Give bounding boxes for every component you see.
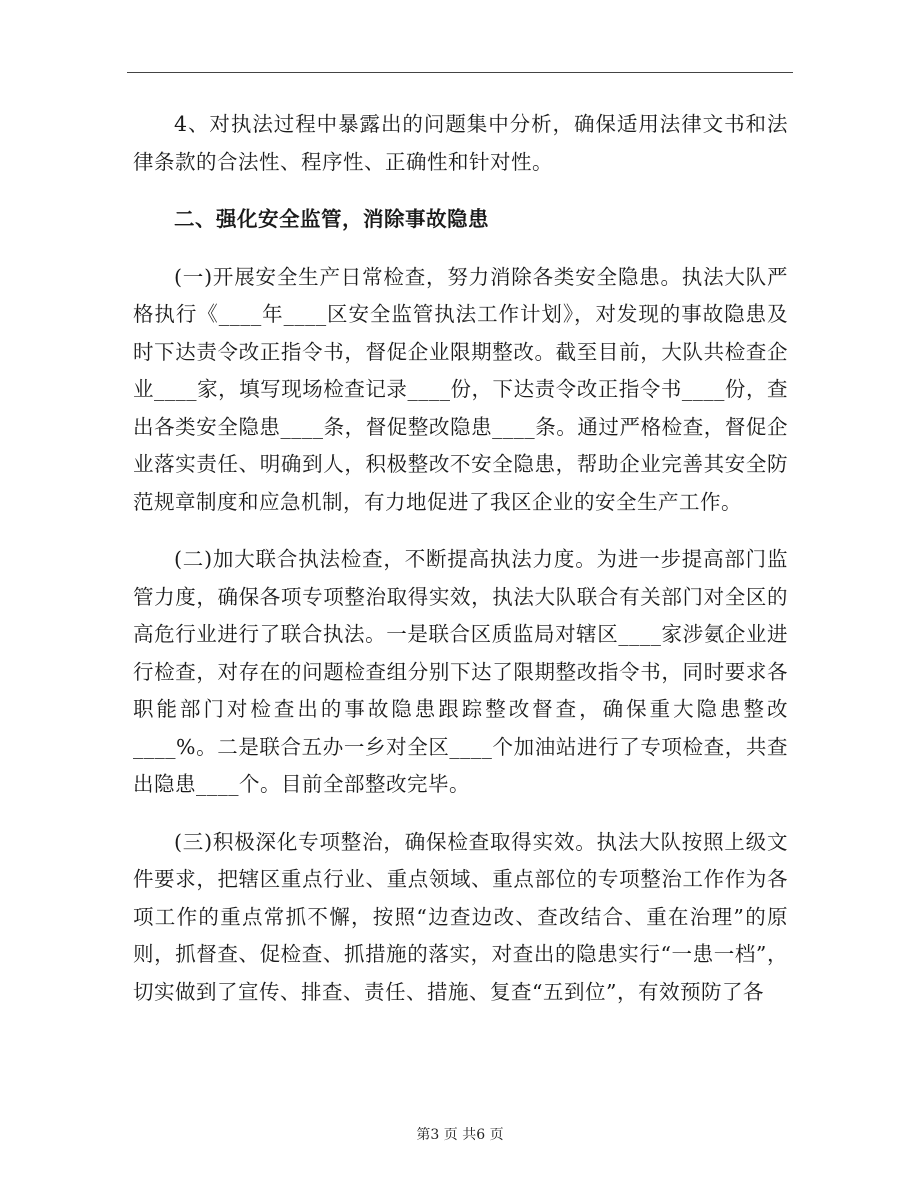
- paragraph-section-2: (二)加大联合执法检查，不断提高执法力度。为进一步提高部门监管力度，确保各项专项整治取得实效，执法大队联合有关部门对全区的高危行业进行了联合执法。一是联合区质监局对辖区____家涉氨企业进行检查，对存在的问题检查组分别下达了限期整改指令书，同时要求各职能部门对检查出的事故隐患跟踪整改督查，确保重大隐患整改____%。二是联合五办一乡对全区____个加油站进行了专项检查，共查出隐患____个。目前全部整改完毕。: [133, 547, 788, 796]
- paragraph-item-4: 4、对执法过程中暴露出的问题集中分析，确保适用法律文书和法律条款的合法性、程序性、正确性和针对性。: [133, 112, 788, 174]
- paragraph-section-1: (一)开展安全生产日常检查，努力消除各类安全隐患。执法大队严格执行《____年____区安全监管执法工作计划》，对发现的事故隐患及时下达责令改正指令书，督促企业限期整改。截至目前，大队共检查企业____家，填写现场检查记录____份，下达责令改正指令书____份，查出各类安全隐患____条，督促整改隐患____条。通过严格检查，督促企业落实责任、明确到人，积极整改不安全隐患，帮助企业完善其安全防范规章制度和应急机制，有力地促进了我区企业的安全生产工作。: [133, 264, 788, 514]
- paragraph-section-3: (三)积极深化专项整治，确保检查取得实效。执法大队按照上级文件要求，把辖区重点行业、重点领域、重点部位的专项整治工作作为各项工作的重点常抓不懈，按照“边查边改、查改结合、重在治理”的原则，抓督查、促检查、抓措施的落实，对查出的隐患实行“一患一档”，切实做到了宣传、排查、责任、措施、复查“五到位”，有效预防了各: [133, 829, 788, 1004]
- document-body: [133, 106, 788, 1011]
- page-number: 第3 页 共6 页: [416, 1127, 504, 1143]
- section-heading-2: 二、强化安全监管，消除事故隐患: [174, 207, 489, 231]
- header-rule: [127, 72, 793, 73]
